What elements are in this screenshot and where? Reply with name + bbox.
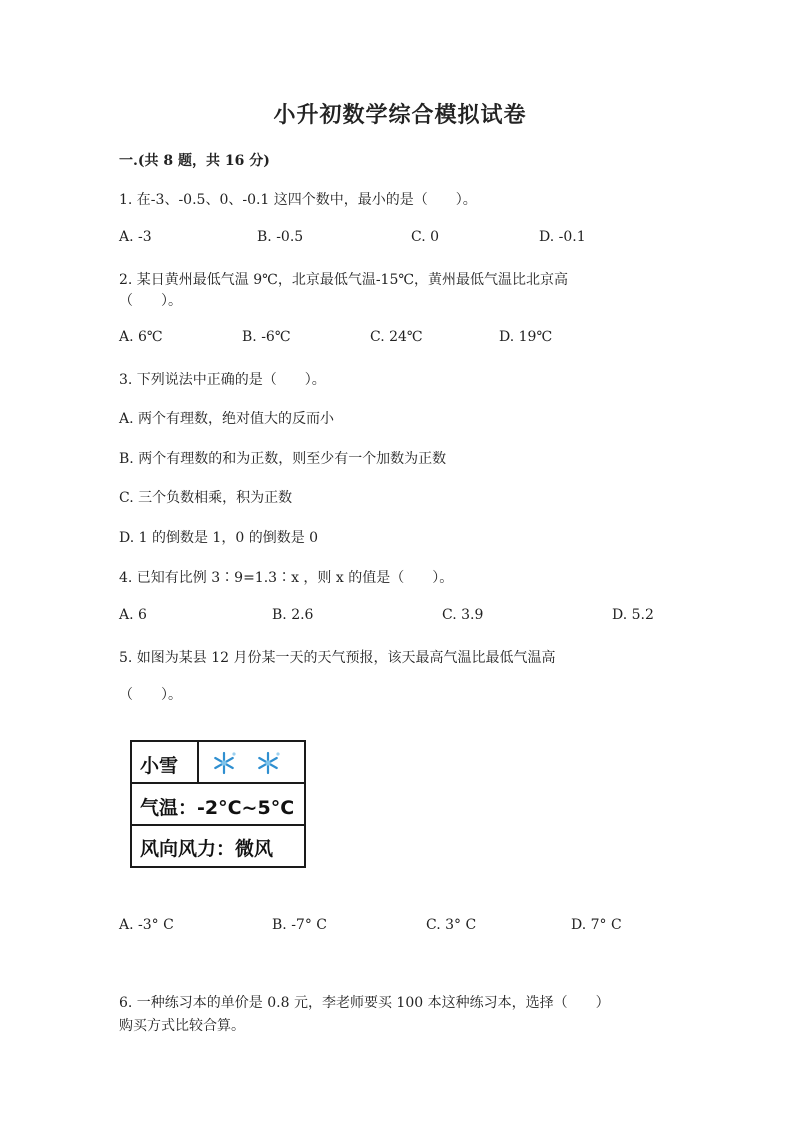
question-3-option-b: B. 两个有理数的和为正数，则至少有一个加数为正数 — [119, 451, 447, 467]
question-6-text-line2: 购买方式比较合算。 — [119, 1018, 245, 1034]
question-1-option-b: B. -0.5 — [257, 229, 304, 245]
section-heading: 一.(共 8 题，共 16 分) — [119, 153, 270, 169]
question-4-option-c: C. 3.9 — [442, 607, 484, 623]
question-5-option-c: C. 3° C — [426, 917, 477, 933]
page-title: 小升初数学综合模拟试卷 — [273, 102, 527, 128]
question-2-text-line2: （ ）。 — [119, 293, 182, 309]
weather-wind: 风向风力：微风 — [140, 838, 274, 860]
weather-forecast-figure — [130, 740, 306, 868]
weather-row-temperature — [132, 784, 304, 826]
weather-condition: 小雪 — [140, 755, 179, 777]
question-5-option-b: B. -7° C — [272, 917, 327, 933]
question-1-option-d: D. -0.1 — [539, 229, 586, 245]
question-2-option-d: D. 19℃ — [499, 329, 553, 345]
question-4-option-b: B. 2.6 — [272, 607, 314, 623]
question-2-option-b: B. -6℃ — [242, 329, 291, 345]
question-3-option-d: D. 1 的倒数是 1，0 的倒数是 0 — [119, 530, 319, 546]
question-6-text-line1: 6. 一种练习本的单价是 0.8 元，李老师要买 100 本这种练习本，选择（ ） — [119, 995, 610, 1011]
question-4-text: 4. 已知有比例 3∶9=1.3∶x ，则 x 的值是（ ）。 — [119, 570, 454, 586]
question-2-option-c: C. 24℃ — [370, 329, 423, 345]
question-5-text-line1: 5. 如图为某县 12 月份某一天的天气预报，该天最高气温比最低气温高 — [119, 650, 556, 666]
question-3-option-c: C. 三个负数相乘，积为正数 — [119, 490, 293, 506]
question-5-option-d: D. 7° C — [571, 917, 622, 933]
snowflake-icon — [210, 750, 238, 776]
question-2-text-line1: 2. 某日黄州最低气温 9℃，北京最低气温-15℃，黄州最低气温比北京高 — [119, 272, 569, 288]
question-2-option-a: A. 6℃ — [119, 329, 163, 345]
question-3-option-a: A. 两个有理数，绝对值大的反而小 — [119, 411, 335, 427]
weather-row-wind — [132, 826, 304, 866]
snowflake-icon — [254, 750, 282, 776]
question-1-text: 1. 在-3、-0.5、0、-0.1 这四个数中，最小的是（ ）。 — [119, 192, 477, 208]
weather-temperature: 气温：-2°C~5°C — [140, 797, 295, 819]
question-1-option-c: C. 0 — [411, 229, 440, 245]
weather-row-condition — [132, 742, 304, 784]
question-5-text-line2: （ ）。 — [119, 687, 182, 703]
question-3-text: 3. 下列说法中正确的是（ ）。 — [119, 372, 326, 388]
question-4-option-a: A. 6 — [119, 607, 147, 623]
question-4-option-d: D. 5.2 — [612, 607, 654, 623]
question-5-option-a: A. -3° C — [119, 917, 174, 933]
question-1-option-a: A. -3 — [119, 229, 152, 245]
